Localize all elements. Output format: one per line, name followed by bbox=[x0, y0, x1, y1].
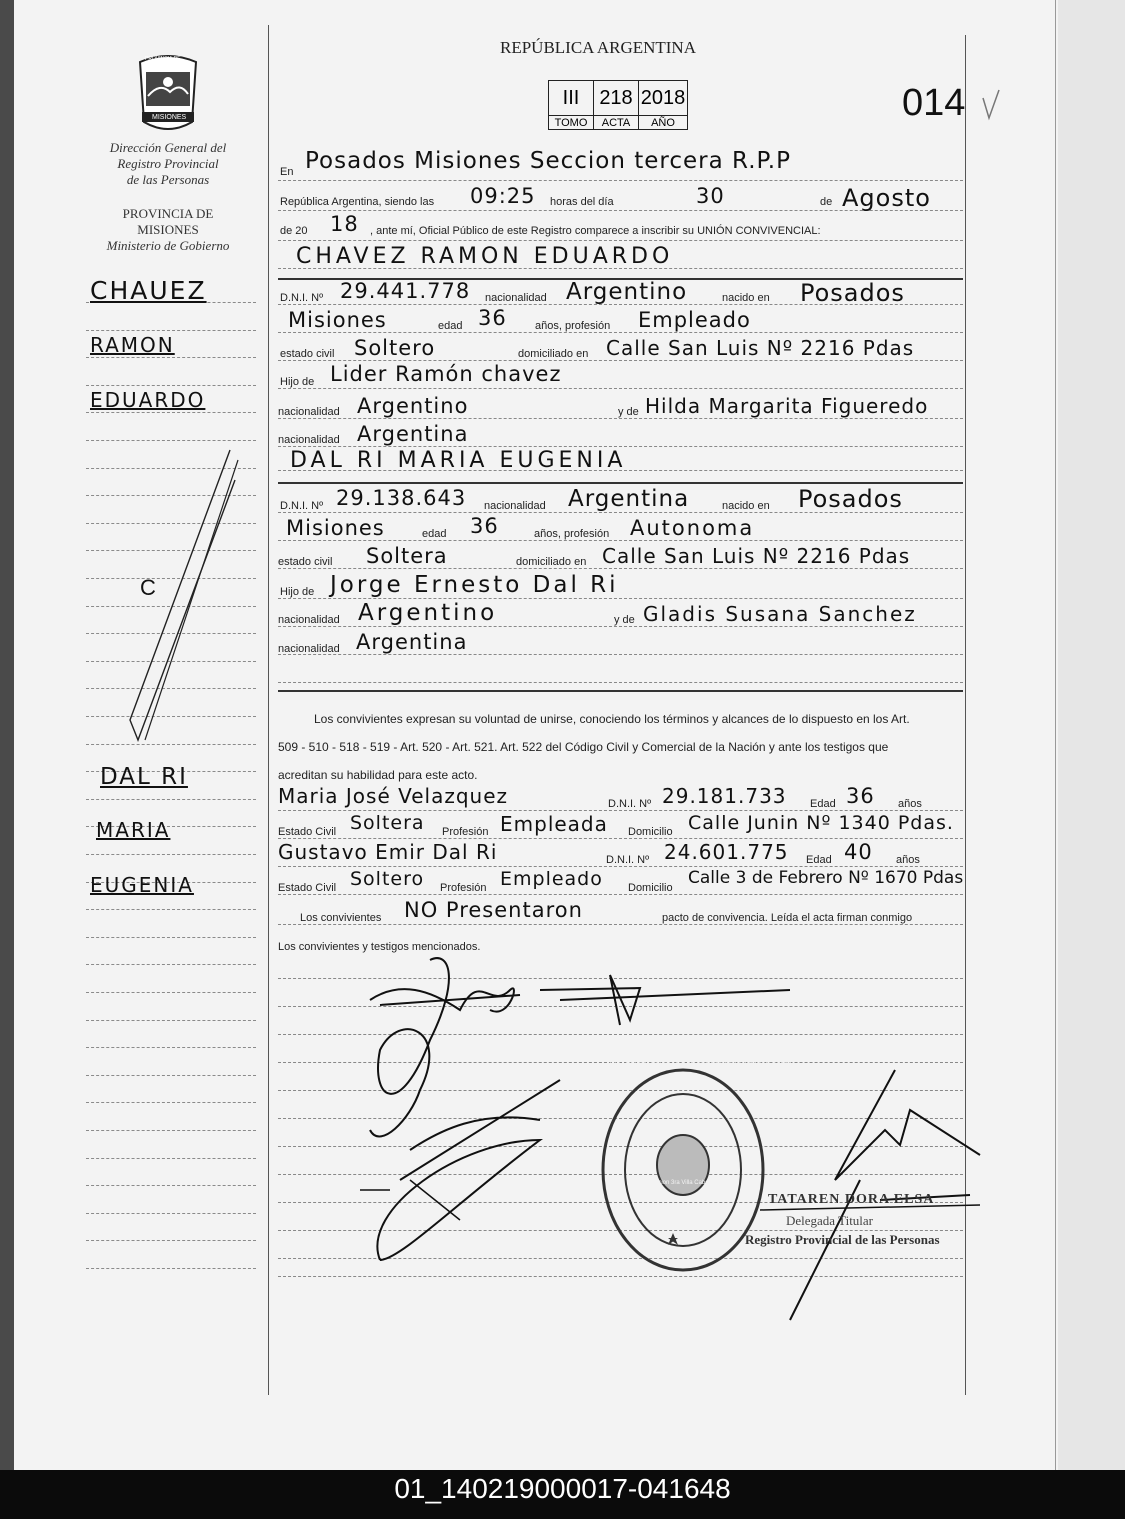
form-rule bbox=[278, 388, 963, 389]
p1-born-province: Misiones bbox=[288, 308, 387, 332]
registry-place: Posados Misiones Seccion tercera R.P.P bbox=[305, 148, 791, 174]
margin-rule bbox=[86, 964, 256, 965]
p2-label-prof: años, profesión bbox=[534, 528, 610, 540]
label-de: de bbox=[820, 196, 833, 208]
form-rule bbox=[278, 682, 963, 683]
p2-label-and-of: y de bbox=[614, 614, 635, 626]
form-rule bbox=[278, 654, 963, 655]
p2-label-nac: nacionalidad bbox=[484, 500, 546, 512]
w2-label-prof: Profesión bbox=[440, 882, 487, 894]
margin-rule bbox=[86, 330, 256, 331]
ano-value: 2018 bbox=[639, 81, 688, 116]
w2-label-age: Edad bbox=[806, 854, 832, 866]
act-month: Agosto bbox=[842, 184, 931, 212]
pact-status: NO Presentaron bbox=[404, 898, 583, 922]
label-intro: , ante mí, Oficial Público de este Registro comparece a inscribir su UNIÓN CONVIVENCIAL: bbox=[370, 225, 821, 237]
p1-label-civil: estado civil bbox=[280, 348, 335, 360]
p2-label-born: nacido en bbox=[722, 500, 770, 512]
w2-civil-status: Soltero bbox=[350, 868, 425, 890]
stamp-ring-text: DELEGACION DEL REGISTRO PROVINCIAL DE LAS PERSONAS bbox=[610, 1060, 792, 1066]
p1-label-born: nacido en bbox=[722, 292, 770, 304]
form-rule bbox=[278, 626, 963, 627]
margin-rule bbox=[86, 1213, 256, 1214]
w1-address: Calle Junin Nº 1340 Pdas. bbox=[688, 812, 954, 834]
official-role: Delegada Titular bbox=[786, 1213, 874, 1228]
w1-label-prof: Profesión bbox=[442, 826, 489, 838]
p2-father-nationality: Argentino bbox=[358, 600, 498, 626]
form-rule bbox=[278, 838, 963, 839]
next-page-edge bbox=[1058, 0, 1125, 1470]
margin-rule bbox=[86, 1240, 256, 1241]
w1-civil-status: Soltera bbox=[350, 812, 425, 834]
margin-rule bbox=[86, 1020, 256, 1021]
p1-label-nac: nacionalidad bbox=[485, 292, 547, 304]
p1-label-father-nac: nacionalidad bbox=[278, 406, 340, 418]
margin-rule bbox=[86, 1268, 256, 1269]
p2-born-province: Misiones bbox=[286, 516, 385, 540]
province-seal-icon bbox=[130, 52, 206, 136]
w2-label-dni: D.N.I. Nº bbox=[606, 854, 650, 866]
p1-born-city: Posados bbox=[800, 279, 905, 307]
official-name: TATAREN DORA ELSA bbox=[768, 1192, 935, 1207]
declaration-line-1: Los convivientes expresan su voluntad de unirse, conociendo los términos y alcances de lo dispuesto en los Art. bbox=[314, 712, 910, 726]
p2-label-address: domiciliado en bbox=[516, 556, 587, 568]
w1-age: 36 bbox=[846, 784, 875, 808]
margin-rule bbox=[86, 937, 256, 938]
form-rule bbox=[278, 568, 963, 569]
w2-profession: Empleado bbox=[500, 868, 603, 890]
act-time: 09:25 bbox=[470, 184, 536, 208]
w1-label-dni: D.N.I. Nº bbox=[608, 798, 652, 810]
acta-value: 218 bbox=[594, 81, 639, 116]
label-year-prefix: de 20 bbox=[280, 225, 308, 237]
p2-label-civil: estado civil bbox=[278, 556, 333, 568]
form-rule bbox=[278, 446, 963, 447]
p1-address: Calle San Luis Nº 2216 Pdas bbox=[606, 336, 915, 360]
binding-edge bbox=[0, 0, 14, 1470]
w2-address: Calle 3 de Febrero Nº 1670 Pdas bbox=[688, 868, 964, 888]
label-pact: pacto de convivencia. Leída el acta firman conmigo bbox=[662, 912, 913, 924]
p1-father: Lider Ramón chavez bbox=[330, 362, 562, 386]
margin-surname-2: DAL RI bbox=[100, 764, 188, 790]
margin-rule bbox=[86, 799, 256, 800]
w1-label-address: Domicilio bbox=[628, 826, 673, 838]
label-final: Los convivientes y testigos mencionados. bbox=[278, 941, 481, 953]
margin-rule bbox=[86, 412, 256, 413]
w1-label-years: años bbox=[898, 798, 922, 810]
page-number: 014 bbox=[902, 82, 966, 124]
form-rule bbox=[278, 180, 963, 181]
page-edge-line bbox=[1055, 0, 1056, 1470]
p1-label-and-of: y de bbox=[618, 406, 639, 418]
margin-letter: C bbox=[140, 575, 156, 600]
declaration-line-3: acreditan su habilidad para este acto. bbox=[278, 768, 478, 782]
margin-rule bbox=[86, 1185, 256, 1186]
form-rule bbox=[278, 360, 963, 361]
p1-nationality: Argentino bbox=[566, 279, 688, 305]
margin-rule bbox=[86, 1075, 256, 1076]
label-republic: República Argentina, siendo las bbox=[280, 196, 435, 208]
w1-dni: 29.181.733 bbox=[662, 784, 787, 808]
registry-stamp-icon bbox=[598, 1065, 768, 1275]
p1-dni: 29.441.778 bbox=[340, 279, 471, 303]
label-convivientes: Los convivientes bbox=[300, 912, 382, 924]
left-column-divider bbox=[268, 25, 269, 1395]
p2-born-city: Posados bbox=[798, 485, 903, 513]
margin-rule bbox=[86, 1102, 256, 1103]
p2-label-mother-nac: nacionalidad bbox=[278, 643, 340, 655]
p2-age: 36 bbox=[470, 514, 499, 538]
province-name: PROVINCIA DE MISIONES Ministerio de Gobierno bbox=[106, 206, 230, 253]
p2-profession: Autonoma bbox=[630, 516, 755, 540]
p1-full-name: CHAVEZ RAMON EDUARDO bbox=[296, 244, 674, 269]
w2-label-years: años bbox=[896, 854, 920, 866]
p2-father: Jorge Ernesto Dal Ri bbox=[330, 572, 619, 598]
form-rule bbox=[278, 332, 963, 333]
p1-mother: Hilda Margarita Figueredo bbox=[645, 394, 929, 418]
margin-name-4: EUGENIA bbox=[90, 873, 194, 897]
p1-label-address: domiciliado en bbox=[518, 348, 589, 360]
p1-profession: Empleado bbox=[638, 308, 751, 332]
p1-mother-nationality: Argentina bbox=[357, 422, 469, 446]
margin-rule bbox=[86, 909, 256, 910]
margin-rule bbox=[86, 1130, 256, 1131]
margin-rule bbox=[86, 854, 256, 855]
p2-dni: 29.138.643 bbox=[336, 486, 467, 510]
p1-father-nationality: Argentino bbox=[357, 394, 469, 418]
p1-label-prof: años, profesión bbox=[535, 320, 611, 332]
label-en: En bbox=[280, 166, 294, 178]
w1-name: Maria José Velazquez bbox=[278, 784, 509, 808]
margin-name-3: MARIA bbox=[96, 818, 171, 842]
w2-age: 40 bbox=[844, 840, 873, 864]
acta-label: ACTA bbox=[594, 116, 639, 130]
p1-label-child-of: Hijo de bbox=[280, 376, 315, 388]
p2-label-father-nac: nacionalidad bbox=[278, 614, 340, 626]
w2-name: Gustavo Emir Dal Ri bbox=[278, 840, 498, 864]
form-rule bbox=[278, 894, 963, 895]
section-rule-2 bbox=[278, 482, 963, 484]
margin-rule bbox=[86, 1047, 256, 1048]
form-rule bbox=[278, 540, 963, 541]
form-rule bbox=[278, 810, 963, 811]
form-rule bbox=[278, 240, 963, 241]
document-id: 01_140219000017-041648 bbox=[394, 1473, 731, 1504]
p2-mother: Gladis Susana Sanchez bbox=[643, 602, 917, 626]
p2-address: Calle San Luis Nº 2216 Pdas bbox=[602, 544, 911, 568]
check-mark-icon bbox=[980, 88, 1002, 122]
republic-title: REPÚBLICA ARGENTINA bbox=[500, 38, 696, 57]
book-reference-table bbox=[548, 80, 688, 130]
margin-cancel-strokes bbox=[110, 440, 245, 750]
p1-age: 36 bbox=[478, 306, 507, 330]
margin-surname-1: CHAUEZ bbox=[90, 276, 207, 305]
form-rule bbox=[278, 866, 963, 867]
p2-label-dni: D.N.I. Nº bbox=[280, 500, 324, 512]
margin-name-2: EDUARDO bbox=[90, 388, 206, 412]
tomo-label: TOMO bbox=[549, 116, 594, 130]
w2-label-civil: Estado Civil bbox=[278, 882, 337, 894]
p2-label-child-of: Hijo de bbox=[280, 586, 315, 598]
official-org: Registro Provincial de las Personas bbox=[745, 1232, 940, 1247]
act-day: 30 bbox=[696, 184, 725, 208]
seal-text-bottom: MISIONES bbox=[152, 114, 187, 121]
seal-text-top: PROVINCIA DE bbox=[145, 56, 181, 62]
act-year: 18 bbox=[330, 212, 359, 236]
ano-label: AÑO bbox=[639, 116, 688, 130]
p2-mother-nationality: Argentina bbox=[356, 630, 468, 654]
w1-label-civil: Estado Civil bbox=[278, 826, 337, 838]
p1-label-dni: D.N.I. Nº bbox=[280, 292, 324, 304]
declaration-line-2: 509 - 510 - 518 - 519 - Art. 520 - Art. 521. Art. 522 del Código Civil y Comercial de la Nación y ante los testigos que bbox=[278, 740, 889, 754]
p1-label-age: edad bbox=[438, 320, 463, 332]
p2-label-age: edad bbox=[422, 528, 447, 540]
form-rule bbox=[278, 418, 963, 419]
form-rule bbox=[278, 924, 963, 925]
w2-dni: 24.601.775 bbox=[664, 840, 789, 864]
label-horas: horas del día bbox=[550, 196, 614, 208]
margin-rule bbox=[86, 385, 256, 386]
margin-rule bbox=[86, 992, 256, 993]
section-rule-3 bbox=[278, 690, 963, 692]
w1-profession: Empleada bbox=[500, 812, 608, 836]
w2-label-address: Domicilio bbox=[628, 882, 673, 894]
stamp-inner-text: Seccion 3ra Villa Cabello bbox=[648, 1180, 715, 1186]
p2-full-name: DAL RI MARIA EUGENIA bbox=[290, 448, 627, 473]
w1-label-age: Edad bbox=[810, 798, 836, 810]
p2-civil-status: Soltera bbox=[366, 544, 448, 568]
margin-rule bbox=[86, 1158, 256, 1159]
tomo-value: III bbox=[549, 81, 594, 116]
p2-nationality: Argentina bbox=[568, 486, 690, 512]
margin-rule bbox=[86, 357, 256, 358]
margin-name-1: RAMON bbox=[90, 333, 175, 357]
p1-civil-status: Soltero bbox=[354, 336, 436, 360]
form-rule bbox=[278, 598, 963, 599]
registry-name: Dirección General del Registro Provincial de las Personas bbox=[109, 140, 227, 187]
p1-label-mother-nac: nacionalidad bbox=[278, 434, 340, 446]
